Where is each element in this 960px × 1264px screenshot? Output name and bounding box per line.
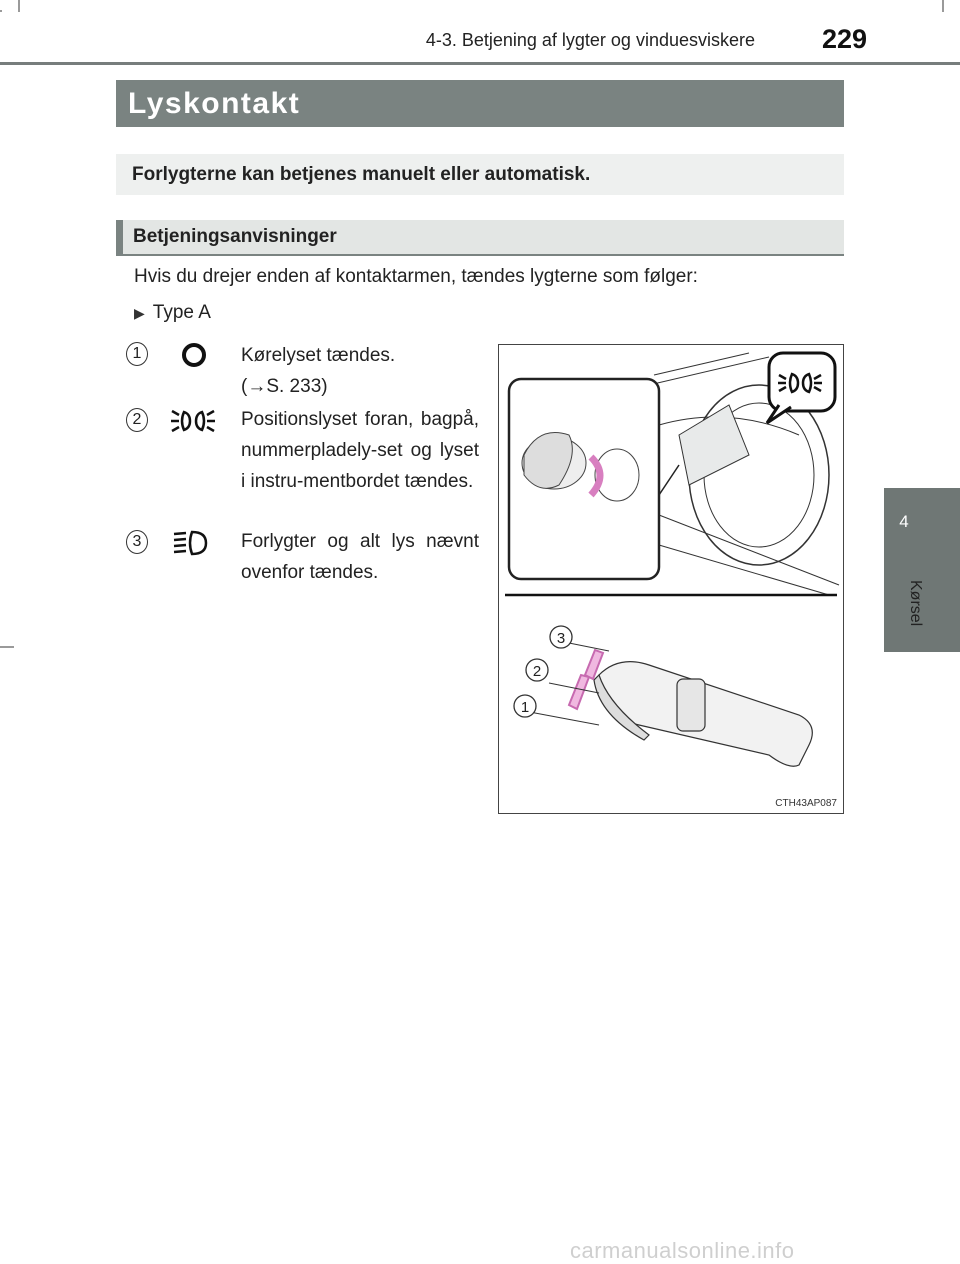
item-text-line: Kørelyset tændes.	[241, 345, 396, 366]
callout-3: 3	[556, 630, 566, 647]
subtitle: Forlygterne kan betjenes manuelt eller automatisk.	[116, 154, 844, 195]
callout-labels	[514, 626, 572, 717]
type-label	[134, 302, 211, 324]
parking-lights-icon	[170, 406, 216, 436]
page-title: Lyskontakt	[116, 80, 844, 127]
triangle-bullet-icon: ▶	[134, 305, 145, 321]
type-label-text: Type A	[152, 302, 211, 323]
page-number: 229	[822, 24, 868, 54]
chapter-name: Kørsel	[907, 580, 924, 627]
section-heading: Betjeningsanvisninger	[116, 220, 844, 256]
crop-mark	[942, 0, 944, 12]
headlight-icon	[172, 528, 212, 558]
callout-2: 2	[532, 663, 542, 680]
header-section-title: 4-3. Betjening af lygter og vinduesviskere	[425, 30, 755, 50]
item-number: 3	[126, 530, 148, 554]
watermark-footer: carmanualsonline.info	[570, 1238, 795, 1263]
crop-mark	[18, 0, 20, 12]
intro-text: Hvis du drejer enden af kontaktarmen, tændes lygterne som følger:	[134, 266, 698, 287]
item-number: 2	[126, 408, 148, 432]
page-reference: S. 233	[266, 376, 322, 397]
item-number: 1	[126, 342, 148, 366]
illustration-code: CTH43AP087	[775, 798, 837, 809]
position-off-circle-icon	[180, 342, 208, 368]
item-text: Forlygter og alt lys nævnt ovenfor tændes.	[241, 531, 479, 583]
item-text: Positionslyset foran, bagpå, nummerpladely-set og lyset i instru-mentbordet tændes.	[241, 409, 479, 492]
light-switch-illustration	[499, 345, 842, 812]
crop-mark	[0, 646, 14, 648]
header-rule	[0, 62, 960, 65]
chapter-number: 4	[899, 512, 909, 531]
crop-mark	[0, 10, 2, 12]
item-text: Kørelyset tændes. (→S. 233)	[241, 345, 396, 397]
arrow-ref-icon: →	[247, 376, 267, 397]
callout-1: 1	[520, 699, 530, 716]
illustration	[498, 344, 844, 814]
